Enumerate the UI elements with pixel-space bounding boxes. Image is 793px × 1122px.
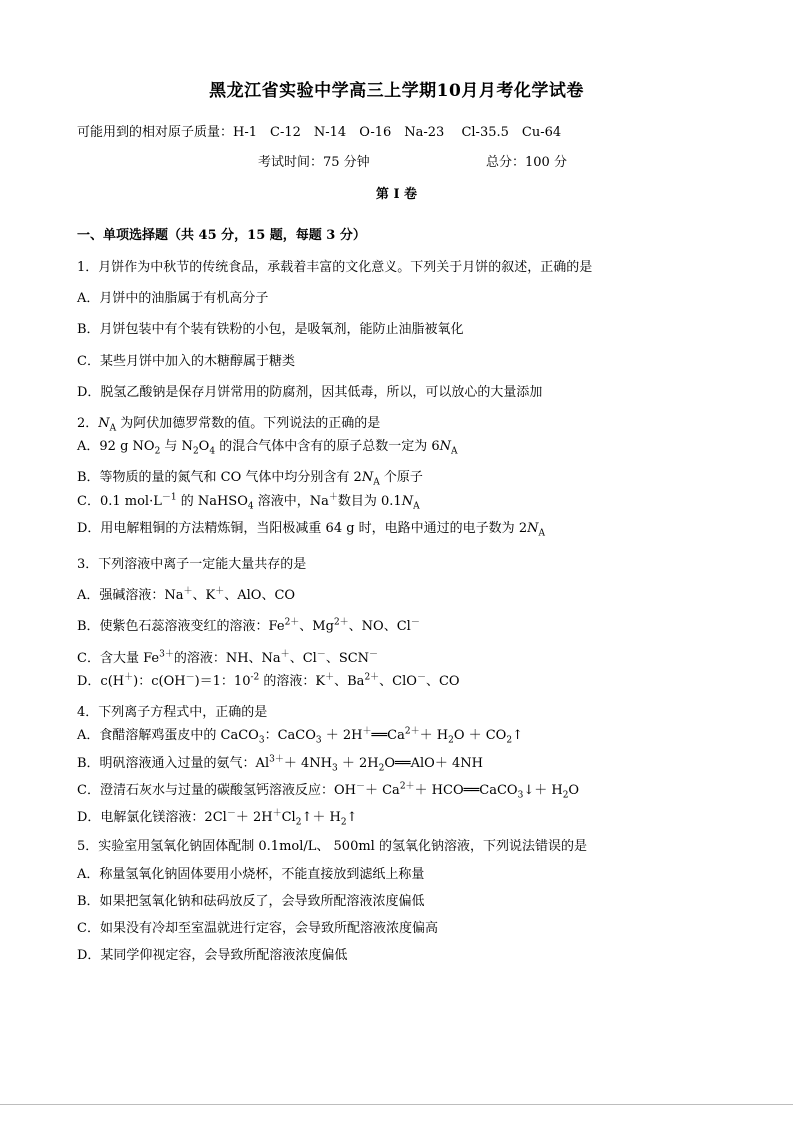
question-5-option-c: C．如果没有冷却至室温就进行定容，会导致所配溶液浓度偏高 — [77, 921, 438, 936]
atomic-masses-line: 可能用到的相对原子质量：H-1 C-12 N-14 O-16 Na-23 Cl-35.5 Cu-64 — [77, 125, 562, 140]
question-1-option-d: D．脱氢乙酸钠是保存月饼常用的防腐剂，因其低毒，所以，可以放心的大量添加 — [77, 385, 543, 400]
question-2-stem: 2．$N_A$ 为阿伏加德罗常数的值。下列说法的正确的是 — [77, 416, 381, 434]
question-5-option-b: B．如果把氢氧化钠和砝码放反了，会导致所配溶液浓度偏低 — [77, 894, 425, 909]
question-5-option-a: A．称量氢氧化钠固体要用小烧杯，不能直接放到滤纸上称量 — [77, 867, 425, 882]
section-heading: 一、单项选择题（共 45 分，15 题，每题 3 分） — [77, 228, 366, 243]
page-bottom-divider — [0, 1104, 793, 1105]
question-5-option-d: D．某同学仰视定容，会导致所配溶液浓度偏低 — [77, 948, 348, 963]
question-5-stem: 5．实验室用氢氧化钠固体配制 0.1mol/L、 500ml 的氢氧化钠溶液，下列说法错误的是 — [77, 839, 587, 854]
question-2-option-b: B．等物质的量的氮气和 CO 气体中均分别含有 $2N_A$ 个原子 — [77, 470, 423, 488]
question-3-option-d: D．c(H＋)：c(OH－)＝1：$10^{-2}$ 的溶液：K＋、$Ba^{2+}$、ClO－、CO — [77, 672, 460, 689]
question-3-option-a: A．强碱溶液：Na＋、K＋、AlO、CO — [77, 586, 296, 603]
question-2-option-d: D．用电解粗铜的方法精炼铜，当阳极减重 64 g 时，电路中通过的电子数为 $2N_A$ — [77, 521, 545, 539]
question-1-option-b: B．月饼包装中有个装有铁粉的小包，是吸氧剂，能防止油脂被氧化 — [77, 322, 464, 337]
question-3-option-b: B．使紫色石蕊溶液变红的溶液：$Fe^{2+}$、$Mg^{2+}$、NO、Cl－ — [77, 617, 420, 634]
question-2-option-a: A．92 g $NO_2$ 与 $N_2O_4$ 的混合气体中含有的原子总数一定为 $6N_A$ — [77, 439, 458, 457]
question-4-stem: 4．下列离子方程式中，正确的是 — [77, 705, 268, 720]
question-1-option-a: A．月饼中的油脂属于有机高分子 — [77, 291, 269, 306]
question-2-option-c: C．0.1 $mol\cdot L^{-1}$ 的 NaHSO$_4$ 溶液中，Na＋数目为 $0.1N_A$ — [77, 492, 420, 512]
total-score: 总分：100 分 — [486, 155, 567, 170]
question-1-stem: 1．月饼作为中秋节的传统食品，承载着丰富的文化意义。下列关于月饼的叙述，正确的是 — [77, 260, 593, 275]
question-4-option-b: B．明矾溶液通入过量的氨气：$Al^{3+}+ 4NH_3$ ＋ $2H_2O══AlO+ 4NH$ — [77, 754, 483, 774]
question-1-option-c: C．某些月饼中加入的木糖醇属于糖类 — [77, 354, 295, 369]
question-4-option-d: D．电解氯化镁溶液：$2Cl^-+ 2H^+Cl_2↑+$ $H_2↑$ — [77, 808, 358, 828]
question-3-stem: 3．下列溶液中离子一定能大量共存的是 — [77, 557, 307, 572]
question-4-option-a: A．食醋溶解鸡蛋皮中的 CaCO$_3$：CaCO$_3$ ＋ $2H^+══Ca^{2+}+ H_2O$ ＋ $CO_2↑$ — [77, 726, 523, 746]
question-4-option-c: C．澄清石灰水与过量的碳酸氢钙溶液反应：$OH^-+ Ca^{2+}+$ HCO══CaCO$_3$↓＋ $H_2O$ — [77, 781, 580, 801]
exam-title: 黑龙江省实验中学高三上学期10月月考化学试卷 — [209, 81, 584, 101]
question-3-option-c: C．含大量 $Fe^{3+}$的溶液：NH、Na＋、Cl－、SCN－ — [77, 649, 379, 666]
exam-time: 考试时间：75 分钟 — [258, 155, 370, 170]
volume-heading: 第 I 卷 — [375, 187, 418, 202]
